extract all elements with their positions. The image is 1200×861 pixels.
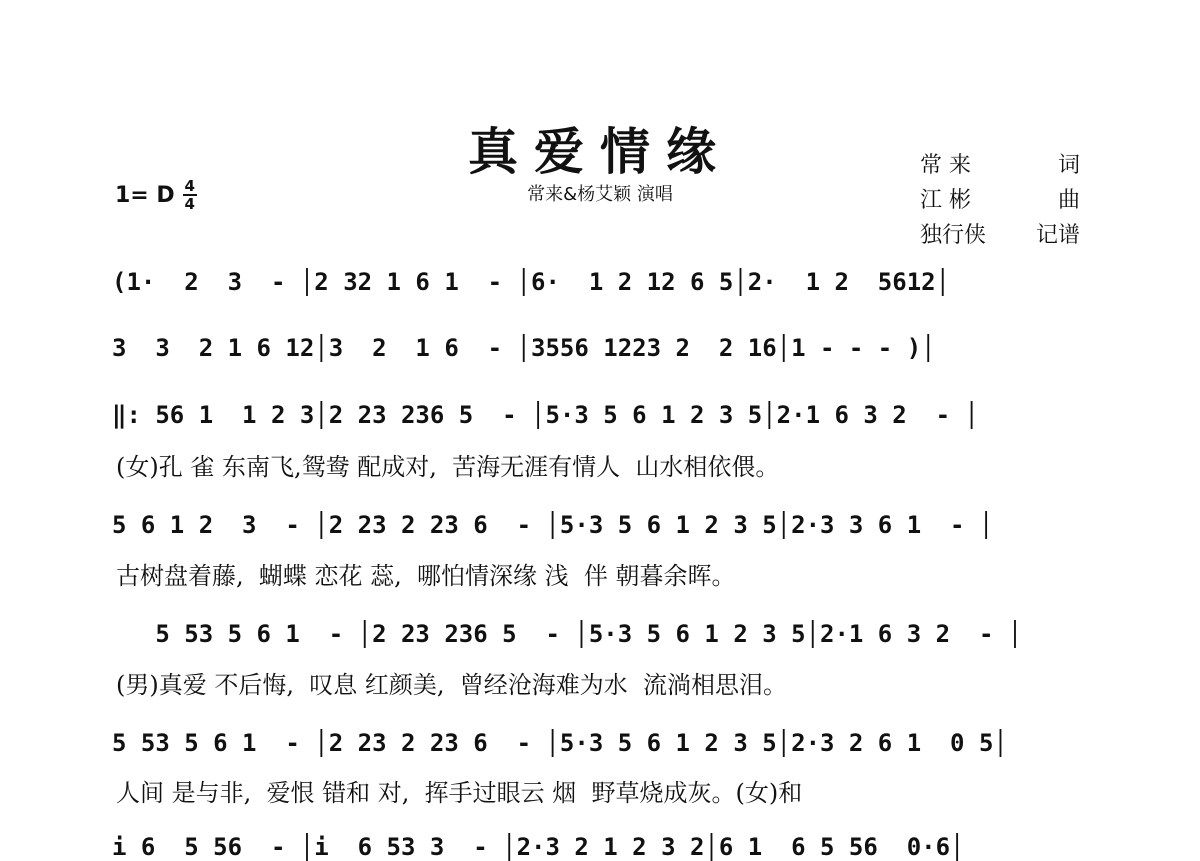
notation-line-6: 5 53 5 6 1 - │2 23 2 23 6 - │5·3 5 6 1 2 3 5│2·3 2 6 1 0 5│ (112, 729, 1008, 757)
notation-line-3: ‖: 56 1 1 2 3│2 23 236 5 - │5·3 5 6 1 2 3 5│2·1 6 3 2 - │ (112, 401, 979, 429)
notation-line-partial: i 6 5 56 - │i 6 53 3 - │2·3 2 1 2 3 2│6 1 6 5 56 0·6│ (112, 833, 965, 861)
credit-name: 独行侠 (920, 223, 987, 248)
credit-name: 常 来 (920, 153, 971, 178)
notation-line-4: 5 6 1 2 3 - │2 23 2 23 6 - │5·3 5 6 1 2 3 5│2·3 3 6 1 - │ (112, 511, 994, 539)
composer-credit (920, 183, 1080, 218)
credits-block (920, 148, 1080, 253)
song-title: 真爱情缘 (468, 122, 732, 181)
notation-line-2: 3 3 2 1 6 12│3 2 1 6 - │3556 1223 2 2 16│1 - - - )│ (112, 334, 936, 362)
time-top: 4 (184, 177, 195, 195)
credit-role: 记谱 (1035, 223, 1080, 248)
transcriber-credit (920, 218, 1080, 253)
credit-role: 曲 (1057, 188, 1080, 213)
credit-role: 词 (1057, 153, 1080, 178)
lyric-line-4: 人间 是与非, 爱恨 错和 对, 挥手过眼云 烟 野草烧成灰。(女)和 (116, 779, 803, 807)
time-signature (183, 178, 197, 212)
lyric-line-1: (女)孔 雀 东南飞,鸳鸯 配成对, 苦海无涯有情人 山水相依偎。 (116, 453, 780, 481)
lyricist-credit (920, 148, 1080, 183)
key-signature (115, 178, 197, 212)
notation-line-5: 5 53 5 6 1 - │2 23 236 5 - │5·3 5 6 1 2 3 5│2·1 6 3 2 - │ (112, 620, 1023, 648)
credit-name: 江 彬 (920, 188, 971, 213)
notation-line-1: (1· 2 3 - │2 32 1 6 1 - │6· 1 2 12 6 5│2· 1 2 5612│ (112, 268, 951, 296)
lyric-line-3: (男)真爱 不后悔, 叹息 红颜美, 曾经沧海难为水 流淌相思泪。 (116, 671, 788, 699)
key-label: 1= D (115, 182, 175, 208)
time-bottom: 4 (184, 195, 195, 213)
lyric-line-2: 古树盘着藤, 蝴蝶 恋花 蕊, 哪怕情深缘 浅 伴 朝暮余晖。 (116, 562, 736, 590)
singer-credit: 常来&杨艾颖 演唱 (527, 184, 673, 205)
